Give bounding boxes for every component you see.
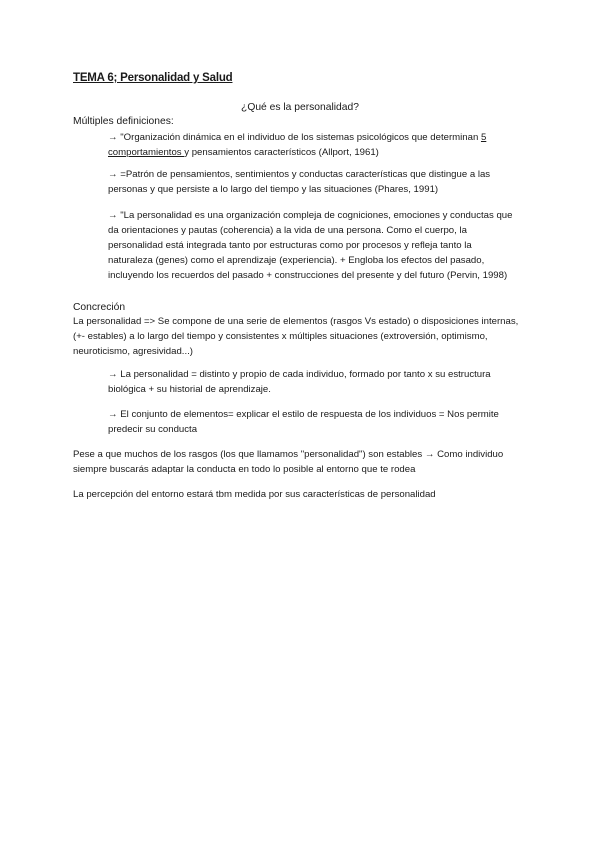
subtitle-text: ¿Qué es la personalidad? <box>241 102 359 113</box>
concrecion-heading: Concreción <box>73 302 126 313</box>
definition-phares: → =Patrón de pensamientos, sentimientos y conductas características que distingue a las personas y que persiste a lo largo del tiempo y las situaciones (Phares, 1991) <box>108 169 491 195</box>
paragraph-rasgos: Pese a que muchos de los rasgos (los que llamamos "personalidad") son estables → Como individuo siempre buscarás adaptar la conducta en todo lo posible al entorno que te rodea <box>73 449 504 475</box>
definition-allport-citation: y pensamientos característicos (Allport, 1961) <box>184 147 379 158</box>
concrecion-point-2: → El conjunto de elementos= explicar el estilo de respuesta de los individuos = Nos permite predecir su conducta <box>108 409 499 435</box>
definition-allport-underlined: 5 comportamientos <box>108 132 487 158</box>
multiples-heading: Múltiples definiciones: <box>73 116 174 127</box>
paragraph-percepcion: La percepción del entorno estará tbm medida por sus características de personalidad <box>73 489 436 500</box>
definition-allport-text: → "Organización dinámica en el individuo de los sistemas psicológicos que determinan <box>108 132 481 143</box>
definition-pervin: → "La personalidad es una organización compleja de cogniciones, emociones y conductas que da orientaciones y pautas (coherencia) a la vida de una persona. Como el cuerpo, la personalidad está integrada tanto por estructuras como por procesos y refleja tanto la naturaleza (genes) como el aprendizaje (experiencia). + Engloba los efectos del pasado, incluyendo los recuerdos del pasado + construcciones del presente y del futuro (Pervin, 1998) <box>108 210 513 281</box>
page-title: TEMA 6; Personalidad y Salud <box>73 72 233 84</box>
concrecion-intro: La personalidad => Se compone de una serie de elementos (rasgos Vs estado) o disposiciones internas, (+- estables) a lo largo del tiempo y consistentes x múltiples situaciones (extroversión, optimismo, neuroticismo, agresividad...) <box>73 316 519 357</box>
definition-allport <box>108 130 518 160</box>
concrecion-point-1: → La personalidad = distinto y propio de cada individuo, formado por tanto x su estructura biológica + su historial de aprendizaje. <box>108 369 491 395</box>
section-subtitle <box>0 102 600 113</box>
